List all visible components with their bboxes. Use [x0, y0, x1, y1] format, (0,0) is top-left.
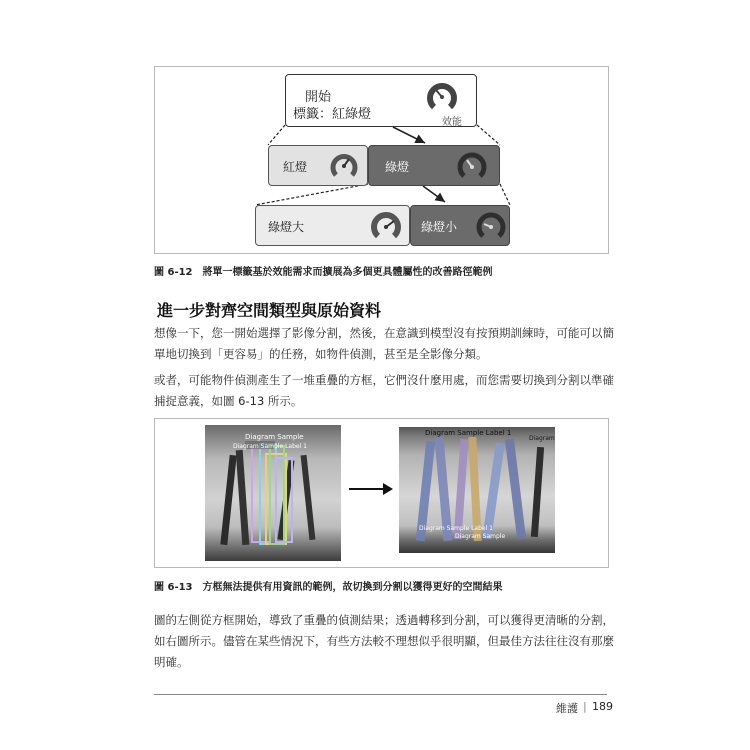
red-light-label: 紅燈 — [283, 160, 308, 174]
footer-section: 維護 — [556, 702, 578, 715]
start-node — [285, 74, 477, 127]
annotation-label: Diagram Sample Label 1 — [233, 443, 307, 450]
annotation-label: Diagram — [529, 435, 555, 442]
gauge-icon — [370, 211, 402, 243]
gauge-icon — [426, 81, 458, 113]
green-big-label: 綠燈大 — [268, 220, 305, 234]
segment-mask — [505, 439, 526, 539]
gauge-icon — [329, 151, 359, 181]
caption-text: 方框無法提供有用資訊的範例，故切換到分割以獲得更好的空間結果 — [202, 582, 503, 593]
bounding-box — [275, 457, 293, 543]
green-light-node — [368, 145, 500, 186]
footer-separator: | — [583, 700, 587, 713]
performance-label: 效能 — [442, 117, 462, 128]
figure-6-12 — [154, 66, 609, 254]
segmentation-photo — [399, 427, 555, 553]
green-light-label: 綠燈 — [385, 160, 410, 174]
figure-6-13-caption — [154, 578, 503, 593]
start-title: 開始 — [305, 90, 332, 105]
figure-6-13 — [154, 418, 609, 568]
caption-number: 圖 6-13 — [154, 582, 193, 593]
section-heading: 進一步對齊空間類型與原始資料 — [157, 301, 382, 320]
pole — [220, 455, 236, 545]
page-number: 189 — [592, 700, 613, 713]
gauge-icon — [475, 211, 507, 243]
annotation-label: Diagram Sample — [455, 533, 506, 540]
footer-rule — [154, 694, 607, 695]
green-small-node — [410, 205, 510, 246]
annotation-label: Diagram Sample — [245, 433, 304, 441]
annotation-label: Diagram Sample Label 1 — [419, 525, 493, 532]
pole — [236, 450, 250, 545]
red-light-node — [268, 145, 368, 186]
caption-text: 將單一標籤基於效能需求而擴展為多個更具體屬性的改善路徑範例 — [202, 267, 493, 278]
paragraph-3: 圖的左側從方框開始，導致了重疊的偵測結果；透過轉移到分割，可以獲得更清晰的分割，如右圖所示。儘管在某些情況下，有些方法較不理想似乎很明顯，但最佳方法往往沒有那麼明確。 — [154, 613, 614, 669]
figure-6-12-caption — [154, 263, 493, 278]
caption-number: 圖 6-12 — [154, 267, 193, 278]
pole — [301, 455, 316, 540]
green-small-label: 綠燈小 — [421, 220, 458, 234]
arrow-right-icon — [345, 474, 395, 504]
pole — [531, 447, 544, 537]
gauge-icon — [456, 151, 488, 183]
paragraph-2: 或者，可能物件偵測產生了一堆重疊的方框，它們沒什麼用處，而您需要切換到分割以準確捕捉意義，如圖 6-13 所示。 — [154, 373, 614, 408]
annotation-label: Diagram Sample Label 1 — [425, 429, 512, 437]
paragraph-1: 想像一下，您一開始選擇了影像分割，然後，在意識到模型沒有按預期訓練時，可能可以簡單地切換到「更容易」的任務，如物件偵測，甚至是全影像分類。 — [154, 326, 614, 361]
start-tag: 標籤：紅綠燈 — [293, 107, 372, 122]
green-big-node — [255, 205, 410, 246]
bounding-box-photo — [205, 425, 341, 561]
